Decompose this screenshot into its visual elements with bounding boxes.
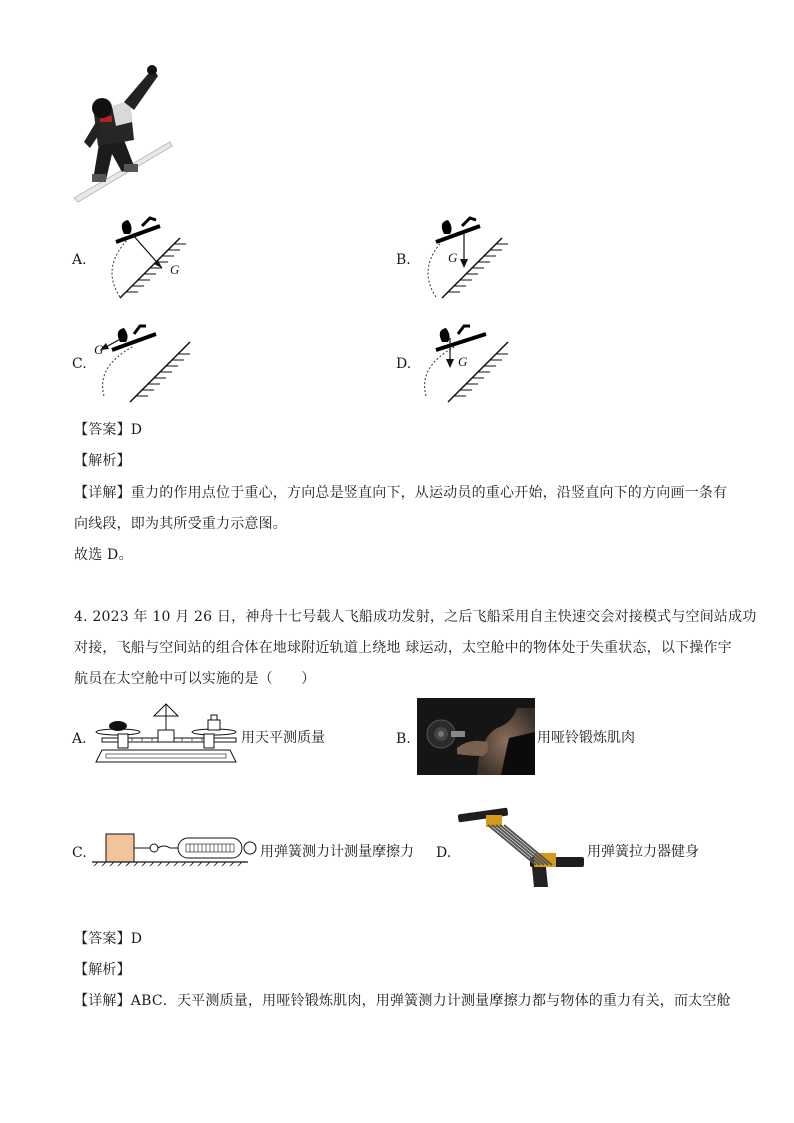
q3-conclusion: 故选 D。 xyxy=(74,547,133,563)
q4-analysis-heading: 【解析】 xyxy=(74,962,131,978)
q3-option-d-diagram xyxy=(414,316,524,408)
q4-option-b-text: 用哑铃锻炼肌肉 xyxy=(537,730,635,746)
q4-stem-line-1: 4. 2023 年 10 月 26 日，神舟十七号载人飞船成功发射，之后飞船采用自主快速交会对接模式与空间站成功 xyxy=(74,609,757,625)
q3-analysis-heading: 【解析】 xyxy=(74,453,131,469)
snowboarder-photo xyxy=(72,62,176,202)
q4-option-c-letter: C. xyxy=(72,845,87,861)
q4-option-d-text: 用弹簧拉力器健身 xyxy=(587,844,699,860)
q3-option-b-diagram xyxy=(414,212,524,304)
q4-stem-line-3: 航员在太空舱中可以实施的是（ ） xyxy=(74,671,316,687)
q4-option-b-letter: B. xyxy=(396,731,411,747)
q3-option-d-force-label: G xyxy=(458,354,468,369)
q4-option-c-text: 用弹簧测力计测量摩擦力 xyxy=(260,844,414,860)
balance-image xyxy=(92,702,240,768)
q3-detail-line-2: 向线段，即为其所受重力示意图。 xyxy=(74,516,287,532)
spring-expander-photo xyxy=(456,805,586,897)
q3-answer: 【答案】D xyxy=(74,422,143,438)
q3-option-d-letter: D. xyxy=(396,356,412,372)
q3-option-a-force-label: G xyxy=(170,262,180,277)
q4-option-a-text: 用天平测质量 xyxy=(241,730,325,746)
q4-detail-line-1: 【详解】ABC．天平测质量，用哑铃锻炼肌肉，用弹簧测力计测量摩擦力都与物体的重力有关，而太空舱 xyxy=(74,993,731,1009)
spring-scale-image xyxy=(92,830,260,870)
q3-option-c-force-label: G xyxy=(94,342,104,357)
q4-answer: 【答案】D xyxy=(74,931,143,947)
q4-option-a-letter: A. xyxy=(72,731,87,747)
dumbbell-photo xyxy=(417,698,535,775)
q4-stem-line-2: 对接，飞船与空间站的组合体在地球附近轨道上绕地 球运动，太空舱中的物体处于失重状态，以下操作宇 xyxy=(74,640,732,656)
q3-option-a-diagram xyxy=(90,212,200,304)
q4-option-d-letter: D. xyxy=(436,845,452,861)
q3-option-c-letter: C. xyxy=(72,356,87,372)
q3-option-a-letter: A. xyxy=(72,252,87,268)
q3-option-b-force-label: G xyxy=(448,250,458,265)
q3-detail-line-1: 【详解】重力的作用点位于重心，方向总是竖直向下，从运动员的重心开始，沿竖直向下的方向画一条有 xyxy=(74,485,728,501)
q3-option-c-diagram xyxy=(90,316,200,408)
q3-option-b-letter: B. xyxy=(396,252,411,268)
